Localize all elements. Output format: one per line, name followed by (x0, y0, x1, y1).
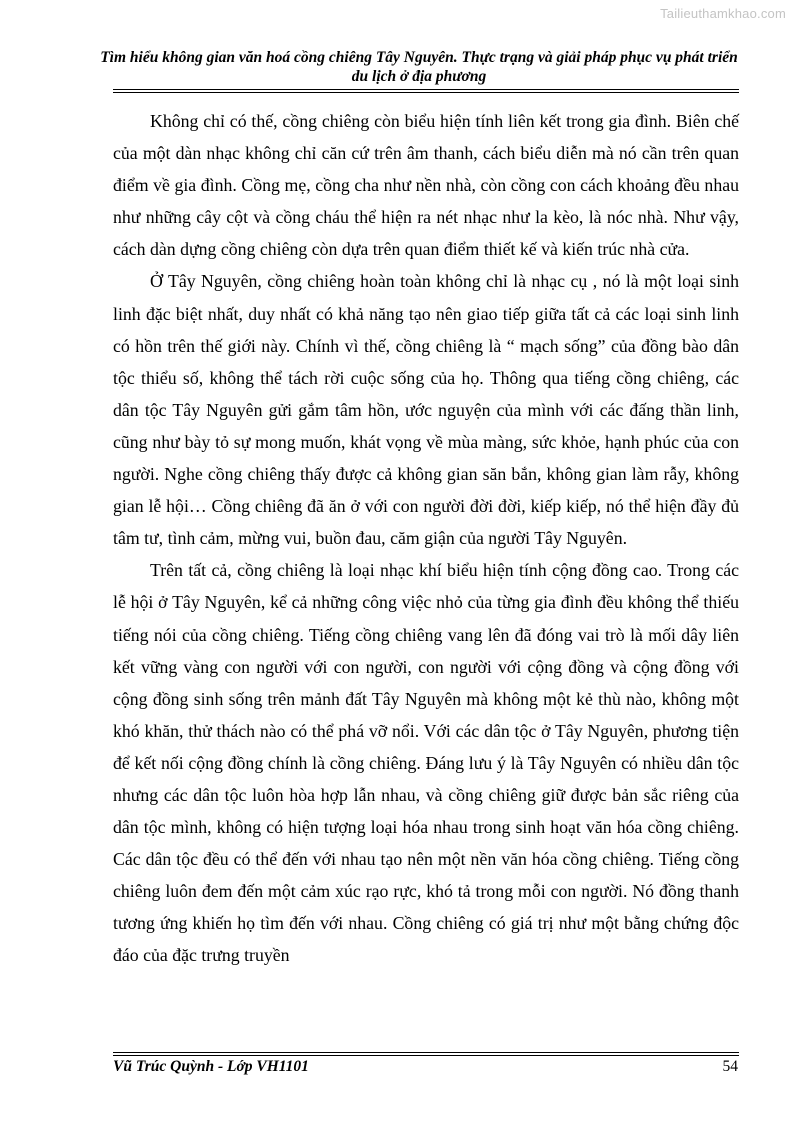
running-header: Tìm hiểu không gian văn hoá cồng chiêng Tây Nguyên. Thực trạng và giải pháp phục vụ phát triển du lịch ở địa phương (100, 49, 738, 85)
paragraph-3: Trên tất cả, cồng chiêng là loại nhạc khí biểu hiện tính cộng đồng cao. Trong các lễ hội ở Tây Nguyên, kể cả những công việc nhỏ của từng gia đình đều không thể thiếu tiếng nói của cồng chiêng. Tiếng cồng chiêng vang lên đã đóng vai trò là mối dây liên kết vững vàng con người với con người, con người với cộng đồng và cộng đồng với cộng đồng sinh sống trên mảnh đất Tây Nguyên mà không một kẻ thù nào, không một khó khăn, thử thách nào có thể phá vỡ nổi. Với các dân tộc ở Tây Nguyên, phương tiện để kết nối cộng đồng chính là cồng chiêng. Đáng lưu ý là Tây Nguyên có nhiều dân tộc nhưng các dân tộc luôn hòa hợp lẫn nhau, và cồng chiêng giữ được bản sắc riêng của dân tộc mình, không có hiện tượng loại hóa nhau trong sinh hoạt văn hóa cồng chiêng. Các dân tộc đều có thể đến với nhau tạo nên một nền văn hóa cồng chiêng. Tiếng cồng chiêng luôn đem đến một cảm xúc rạo rực, khó tả trong mỗi con người. Nó đồng thanh tương ứng khiến họ tìm đến với nhau. Cồng chiêng có giá trị như một bằng chứng độc đáo của đặc trưng truyền (113, 560, 739, 966)
paragraph-1: Không chỉ có thế, cồng chiêng còn biểu hiện tính liên kết trong gia đình. Biên chế của một dàn nhạc không chỉ căn cứ trên âm thanh, cách biểu diễn mà nó cần trên quan điểm về gia đình. Cồng mẹ, cồng cha như nền nhà, còn cồng con cách khoảng đều nhau như những cây cột và cồng cháu thể hiện ra nét nhạc như la kèo, là nóc nhà. Như vậy, cách dàn dựng cồng chiêng còn dựa trên quan điểm thiết kế và kiến trúc nhà cửa. (113, 111, 739, 260)
header-divider (113, 89, 739, 93)
paragraph-2: Ở Tây Nguyên, cồng chiêng hoàn toàn không chỉ là nhạc cụ , nó là một loại sinh linh đặc biệt nhất, duy nhất có khả năng tạo nên giao tiếp giữa tất cả các loại sinh linh có hồn trên thế giới này. Chính vì thế, cồng chiêng là “ mạch sống” của đồng bào dân tộc thiểu số, không thể tách rời cuộc sống của họ. Thông qua tiếng cồng chiêng, các dân tộc Tây Nguyên gửi gắm tâm hồn, ước nguyện của mình với các đấng thần linh, cũng như bày tỏ sự mong muốn, khát vọng về mùa màng, sức khỏe, hạnh phúc của con người. Nghe cồng chiêng thấy được cả không gian săn bắn, không gian làm rẫy, không gian lễ hội… Cồng chiêng đã ăn ở với con người đời đời, kiếp kiếp, nó thể hiện đầy đủ tâm tư, tình cảm, mừng vui, buồn đau, căm giận của người Tây Nguyên. (113, 271, 739, 549)
page-body (113, 105, 739, 972)
page-number: 54 (722, 1058, 738, 1075)
footer-author: Vũ Trúc Quỳnh - Lớp VH1101 (113, 1058, 309, 1075)
watermark: Tailieuthamkhao.com (660, 6, 786, 21)
footer-divider (113, 1052, 739, 1056)
